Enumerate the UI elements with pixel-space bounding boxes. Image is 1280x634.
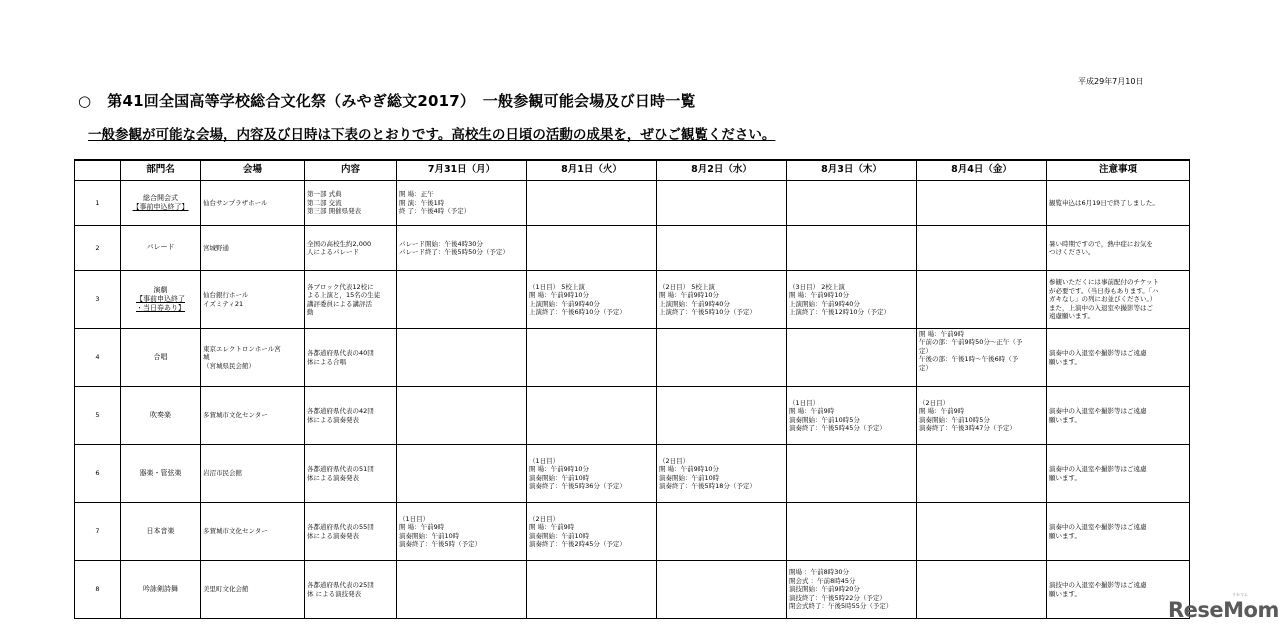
schedule-cell-line: 開 場：午前9時10分 — [529, 291, 589, 300]
schedule-cell-line: （2日目） — [529, 514, 560, 523]
content-cell-line: 体による演奏発表 — [307, 415, 359, 424]
notes-cell-line: 願います。 — [1049, 415, 1081, 424]
content-cell-line: 第一部 式典 — [307, 190, 342, 199]
row-number — [75, 503, 121, 561]
venue-cell-line: 仙台銀行ホール — [203, 291, 249, 300]
content-cell-line: 講評委員による講評活 — [307, 299, 372, 308]
dept-cell — [121, 503, 201, 561]
dept-note: 【事前申込終了】 — [132, 203, 189, 211]
table-row — [75, 445, 1190, 503]
schedule-cell — [527, 561, 657, 619]
notes-cell-line: つけください。 — [1049, 248, 1095, 256]
schedule-cell-line: 演奏終了：午後5時（予定） — [399, 539, 482, 548]
header-number — [75, 160, 121, 181]
row-number — [75, 271, 121, 329]
schedule-cell-line: （2日目） — [919, 398, 950, 407]
title-text: 第41回全国高等学校総合文化祭（みやぎ総文2017） 一般参観可能会場及び日時一覧 — [107, 92, 696, 110]
document-title — [78, 90, 696, 111]
dept-cell — [121, 226, 201, 271]
header-aug1: 8月1日（火） — [527, 160, 657, 181]
notes-cell — [1047, 181, 1190, 226]
content-cell — [305, 445, 397, 503]
schedule-cell-line: 演技終了：午後5時22分（予定） — [789, 593, 886, 602]
content-cell-line: 体による演奏発表 — [307, 531, 359, 540]
schedule-cell-line: 演技開始：午前9時20分 — [789, 585, 860, 594]
schedule-cell-line: 開 場：午前9時 — [789, 407, 835, 416]
schedule-cell-line: 演奏開始：午前10時 — [529, 473, 590, 482]
venue-cell-line: 多賀城市文化センター — [203, 411, 268, 420]
schedule-cell-line: 閉会式終了：午後5時55分（予定） — [789, 602, 893, 611]
schedule-cell-line: 開 場：午前9時 — [919, 330, 965, 338]
header-jul31: 7月31日（月） — [397, 160, 527, 181]
schedule-cell — [787, 387, 917, 445]
content-cell — [305, 271, 397, 329]
schedule-cell — [527, 503, 657, 561]
venue-cell-line: イズミティ21 — [203, 299, 244, 308]
venue-cell — [201, 329, 305, 387]
schedule-cell — [787, 561, 917, 619]
schedule-cell — [917, 503, 1047, 561]
content-cell-line: 各都道府県代表の55団 — [307, 523, 374, 532]
schedule-cell — [917, 387, 1047, 445]
notes-cell-line: 願います。 — [1049, 357, 1081, 366]
schedule-cell-line: 終 了：午後4時（予定） — [399, 207, 471, 216]
venue-cell-line: （宮城県民会館） — [203, 361, 255, 370]
row-number — [75, 561, 121, 619]
notes-cell — [1047, 271, 1190, 329]
row-number-text: 5 — [95, 411, 100, 420]
schedule-cell-line: パレード終了：午後5時50分（予定） — [399, 248, 509, 256]
header-aug3: 8月3日（木） — [787, 160, 917, 181]
dept-name: 演劇 — [153, 285, 168, 294]
schedule-cell — [397, 445, 527, 503]
row-number — [75, 387, 121, 445]
document-subtitle: 一般参観が可能な会場，内容及び日時は下表のとおりです。高校生の日頃の活動の成果を，ぜひご観覧ください。 — [88, 127, 776, 143]
schedule-cell — [917, 445, 1047, 503]
notes-cell-line: 遠慮願います。 — [1049, 312, 1094, 321]
schedule-cell — [527, 226, 657, 271]
content-cell — [305, 329, 397, 387]
schedule-cell-line: 開 演：午後1時 — [399, 198, 445, 207]
schedule-cell — [657, 329, 787, 387]
header-content: 内容 — [305, 160, 397, 181]
resemom-logo-small: リセマム — [1232, 592, 1248, 597]
schedule-cell — [397, 329, 527, 387]
venue-cell-line: 宮城野通 — [203, 243, 229, 252]
dept-cell — [121, 387, 201, 445]
venue-cell — [201, 226, 305, 271]
schedule-cell-line: 開 場：午前9時10分 — [659, 291, 719, 300]
venue-cell-line: 仙台サンプラザホール — [203, 198, 268, 207]
row-number-text: 8 — [95, 585, 100, 594]
table-header-row — [75, 160, 1190, 181]
schedule-cell-line: パレード開始：午後4時30分 — [399, 239, 483, 248]
schedule-cell — [397, 271, 527, 329]
schedule-cell — [527, 329, 657, 387]
dept-name: 吹奏楽 — [150, 410, 171, 419]
content-cell-line: 各ブロック代表12校に — [307, 282, 374, 291]
schedule-cell-line: 演奏開始：午前10時5分 — [789, 415, 860, 424]
table-body — [75, 181, 1190, 619]
notes-cell-line: ガキなし」の列にお並びください。） — [1049, 295, 1157, 304]
venue-cell-line: 岩沼市民会館 — [203, 469, 242, 478]
content-cell-line: 動 — [307, 307, 314, 316]
schedule-cell-line: 開 場：午前9時 — [529, 523, 575, 532]
schedule-cell — [527, 271, 657, 329]
venue-cell — [201, 181, 305, 226]
schedule-cell-line: 演奏開始：午前10時 — [399, 531, 460, 540]
venue-cell — [201, 561, 305, 619]
schedule-cell-line: 演奏開始：午前10時 — [529, 531, 590, 540]
venue-cell — [201, 271, 305, 329]
header-aug2: 8月2日（水） — [657, 160, 787, 181]
schedule-cell-line: 午前の部：午前9時50分～正午（予 — [919, 338, 1023, 347]
notes-cell-line: 願います。 — [1049, 531, 1081, 540]
schedule-cell-line: 演奏終了：午後5時18分（予定） — [659, 481, 756, 490]
content-cell-line: 第三部 開催県発表 — [307, 207, 362, 216]
header-dept: 部門名 — [121, 160, 201, 181]
schedule-table — [74, 159, 1190, 619]
content-cell-line: 人によるパレード — [307, 248, 359, 256]
row-number-text: 7 — [95, 527, 100, 536]
content-cell-line: 全国の高校生約2,000 — [307, 239, 372, 248]
schedule-cell — [527, 445, 657, 503]
schedule-cell — [917, 561, 1047, 619]
dept-cell — [121, 181, 201, 226]
notes-cell — [1047, 445, 1190, 503]
schedule-cell-line: 上演終了：午後6時10分（予定） — [529, 307, 626, 316]
header-notes: 注意事項 — [1047, 160, 1190, 181]
resemom-logo: ReseMom — [1168, 598, 1279, 622]
schedule-cell — [397, 226, 527, 271]
schedule-cell — [527, 387, 657, 445]
schedule-cell-line: 開 場：午前9時10分 — [659, 465, 719, 474]
schedule-cell — [657, 271, 787, 329]
table-row — [75, 226, 1190, 271]
venue-cell-line: 城 — [203, 353, 210, 362]
schedule-cell-line: 開 場：正午 — [399, 190, 434, 199]
dept-name: 合唱 — [153, 352, 168, 361]
schedule-cell — [657, 226, 787, 271]
schedule-cell-line: 演奏開始：午前10時 — [659, 473, 720, 482]
schedule-cell-line: 上演終了：午後5時10分（予定） — [659, 307, 756, 316]
schedule-cell-line: 開会式 ：午前8時45分 — [789, 576, 856, 585]
schedule-cell-line: 開場 ：午前8時30分 — [789, 568, 849, 577]
schedule-cell-line: （1日目） — [399, 514, 430, 523]
content-cell — [305, 226, 397, 271]
content-cell-line: 各都道府県代表の42団 — [307, 407, 374, 416]
schedule-cell-line: 開 場：午前9時10分 — [789, 291, 849, 300]
schedule-cell-line: 演奏終了：午後3時47分（予定） — [919, 423, 1016, 432]
schedule-cell-line: 上演開始：午前9時40分 — [789, 299, 860, 308]
header-aug4: 8月4日（金） — [917, 160, 1047, 181]
dept-note: 【事前申込終了 — [136, 294, 185, 303]
notes-cell-line: 願います。 — [1049, 589, 1081, 598]
row-number-text: 1 — [95, 198, 100, 207]
schedule-cell-line: 上演開始：午前9時40分 — [529, 299, 600, 308]
schedule-cell — [527, 181, 657, 226]
content-cell-line: 体 による演技発表 — [307, 589, 362, 598]
row-number-text: 6 — [95, 469, 100, 478]
schedule-cell — [787, 181, 917, 226]
schedule-cell-line: （2日目） 5校上演 — [659, 282, 715, 291]
dept-name: 器楽・管弦楽 — [139, 468, 182, 477]
table-row — [75, 503, 1190, 561]
notes-cell-line: 演技中の入退室や撮影等はご遠慮 — [1049, 581, 1147, 590]
content-cell-line: 体による合唱 — [307, 357, 346, 366]
schedule-cell-line: 開 場：午前9時 — [919, 407, 965, 416]
content-cell-line: 第二部 交流 — [307, 198, 342, 207]
table-row — [75, 271, 1190, 329]
schedule-cell — [917, 329, 1047, 387]
dept-name: 総合開会式 — [143, 193, 178, 202]
notes-cell-line: 参観いただくには事前配付のチケット — [1049, 278, 1159, 287]
schedule-cell-line: 上演開始：午前9時40分 — [659, 299, 730, 308]
dept-cell — [121, 329, 201, 387]
dept-cell — [121, 445, 201, 503]
schedule-cell — [397, 561, 527, 619]
content-cell — [305, 181, 397, 226]
content-cell-line: 各都道府県代表の25団 — [307, 581, 374, 590]
schedule-cell-line: 定） — [919, 346, 932, 355]
dept-name: 吟詠剣詩舞 — [143, 584, 178, 593]
notes-cell-line: 願います。 — [1049, 473, 1081, 482]
content-cell — [305, 503, 397, 561]
schedule-cell — [787, 445, 917, 503]
schedule-cell-line: 上演終了：午後12時10分（予定） — [789, 307, 891, 316]
content-cell — [305, 387, 397, 445]
notes-cell-line: 演奏中の入退室や撮影等はご遠慮 — [1049, 407, 1147, 416]
circle-bullet: ○ — [78, 92, 92, 110]
schedule-cell-line: （1日目） 5校上演 — [529, 282, 585, 291]
notes-cell-line: 演奏中の入退室や撮影等はご遠慮 — [1049, 465, 1147, 474]
schedule-cell — [787, 226, 917, 271]
schedule-cell — [657, 561, 787, 619]
dept-cell — [121, 271, 201, 329]
dept-name: パレード — [146, 243, 175, 252]
schedule-cell — [397, 387, 527, 445]
dept-cell — [121, 561, 201, 619]
table-row — [75, 329, 1190, 387]
schedule-cell — [397, 503, 527, 561]
venue-cell-line: 美里町文化会館 — [203, 585, 249, 594]
schedule-cell — [657, 181, 787, 226]
content-cell-line: 体による演奏発表 — [307, 473, 359, 482]
row-number-text: 4 — [95, 353, 100, 362]
notes-cell-line: が必要です。（当日券もあります。「ハ — [1049, 286, 1159, 295]
document-date: 平成29年7月10日 — [1078, 77, 1144, 86]
venue-cell-line: 多賀城市文化センター — [203, 527, 268, 536]
dept-note: ・当日券あり】 — [136, 304, 185, 313]
row-number-text: 2 — [95, 243, 100, 252]
notes-cell — [1047, 329, 1190, 387]
notes-cell-line: 演奏中の入退室や撮影等はご遠慮 — [1049, 349, 1147, 358]
notes-cell-line: また，上演中の入退室や撮影等はご — [1049, 303, 1153, 312]
schedule-cell-line: 演奏終了：午後5時45分（予定） — [789, 423, 886, 432]
schedule-cell-line: （1日目） — [789, 398, 820, 407]
schedule-cell — [917, 181, 1047, 226]
schedule-cell-line: （3日目） 2校上演 — [789, 282, 845, 291]
schedule-cell-line: 開 場：午前9時10分 — [529, 465, 589, 474]
content-cell-line: 各都道府県代表の40団 — [307, 349, 374, 358]
schedule-cell — [917, 226, 1047, 271]
notes-cell — [1047, 387, 1190, 445]
schedule-cell — [917, 271, 1047, 329]
notes-cell-line: 演奏中の入退室や撮影等はご遠慮 — [1049, 523, 1147, 532]
row-number — [75, 329, 121, 387]
schedule-cell-line: （2日目） — [659, 456, 690, 465]
row-number — [75, 226, 121, 271]
header-venue: 会場 — [201, 160, 305, 181]
table-row — [75, 181, 1190, 226]
notes-cell — [1047, 226, 1190, 271]
schedule-cell — [787, 503, 917, 561]
table-row — [75, 561, 1190, 619]
content-cell-line: 各都道府県代表の51団 — [307, 465, 374, 474]
schedule-cell — [787, 271, 917, 329]
schedule-cell — [657, 503, 787, 561]
schedule-cell — [657, 387, 787, 445]
venue-cell — [201, 387, 305, 445]
schedule-cell — [787, 329, 917, 387]
venue-cell — [201, 445, 305, 503]
row-number — [75, 181, 121, 226]
schedule-cell-line: 演奏終了：午後2時45分（予定） — [529, 539, 626, 548]
venue-cell-line: 東京エレクトロンホール宮 — [203, 344, 281, 353]
schedule-cell-line: 演奏開始：午前10時5分 — [919, 415, 990, 424]
row-number — [75, 445, 121, 503]
notes-cell — [1047, 503, 1190, 561]
schedule-cell — [657, 445, 787, 503]
schedule-cell-line: 午後の部：午後1時～午後6時（予 — [919, 355, 1019, 364]
table-row — [75, 387, 1190, 445]
venue-cell — [201, 503, 305, 561]
schedule-cell — [397, 181, 527, 226]
schedule-cell-line: 定） — [919, 363, 932, 372]
schedule-cell-line: 演奏終了：午後5時36分（予定） — [529, 481, 626, 490]
notes-cell-line: 暑い時期ですので，熱中症にお気を — [1049, 239, 1153, 248]
notes-cell-line: 観覧申込は6月19日で終了しました。 — [1049, 198, 1159, 207]
schedule-cell-line: 開 場：午前9時 — [399, 523, 445, 532]
dept-name: 日本音楽 — [146, 526, 175, 535]
content-cell — [305, 561, 397, 619]
content-cell-line: よる上演と，15名の生徒 — [307, 291, 381, 300]
schedule-cell-line: （1日目） — [529, 456, 560, 465]
row-number-text: 3 — [95, 295, 100, 304]
